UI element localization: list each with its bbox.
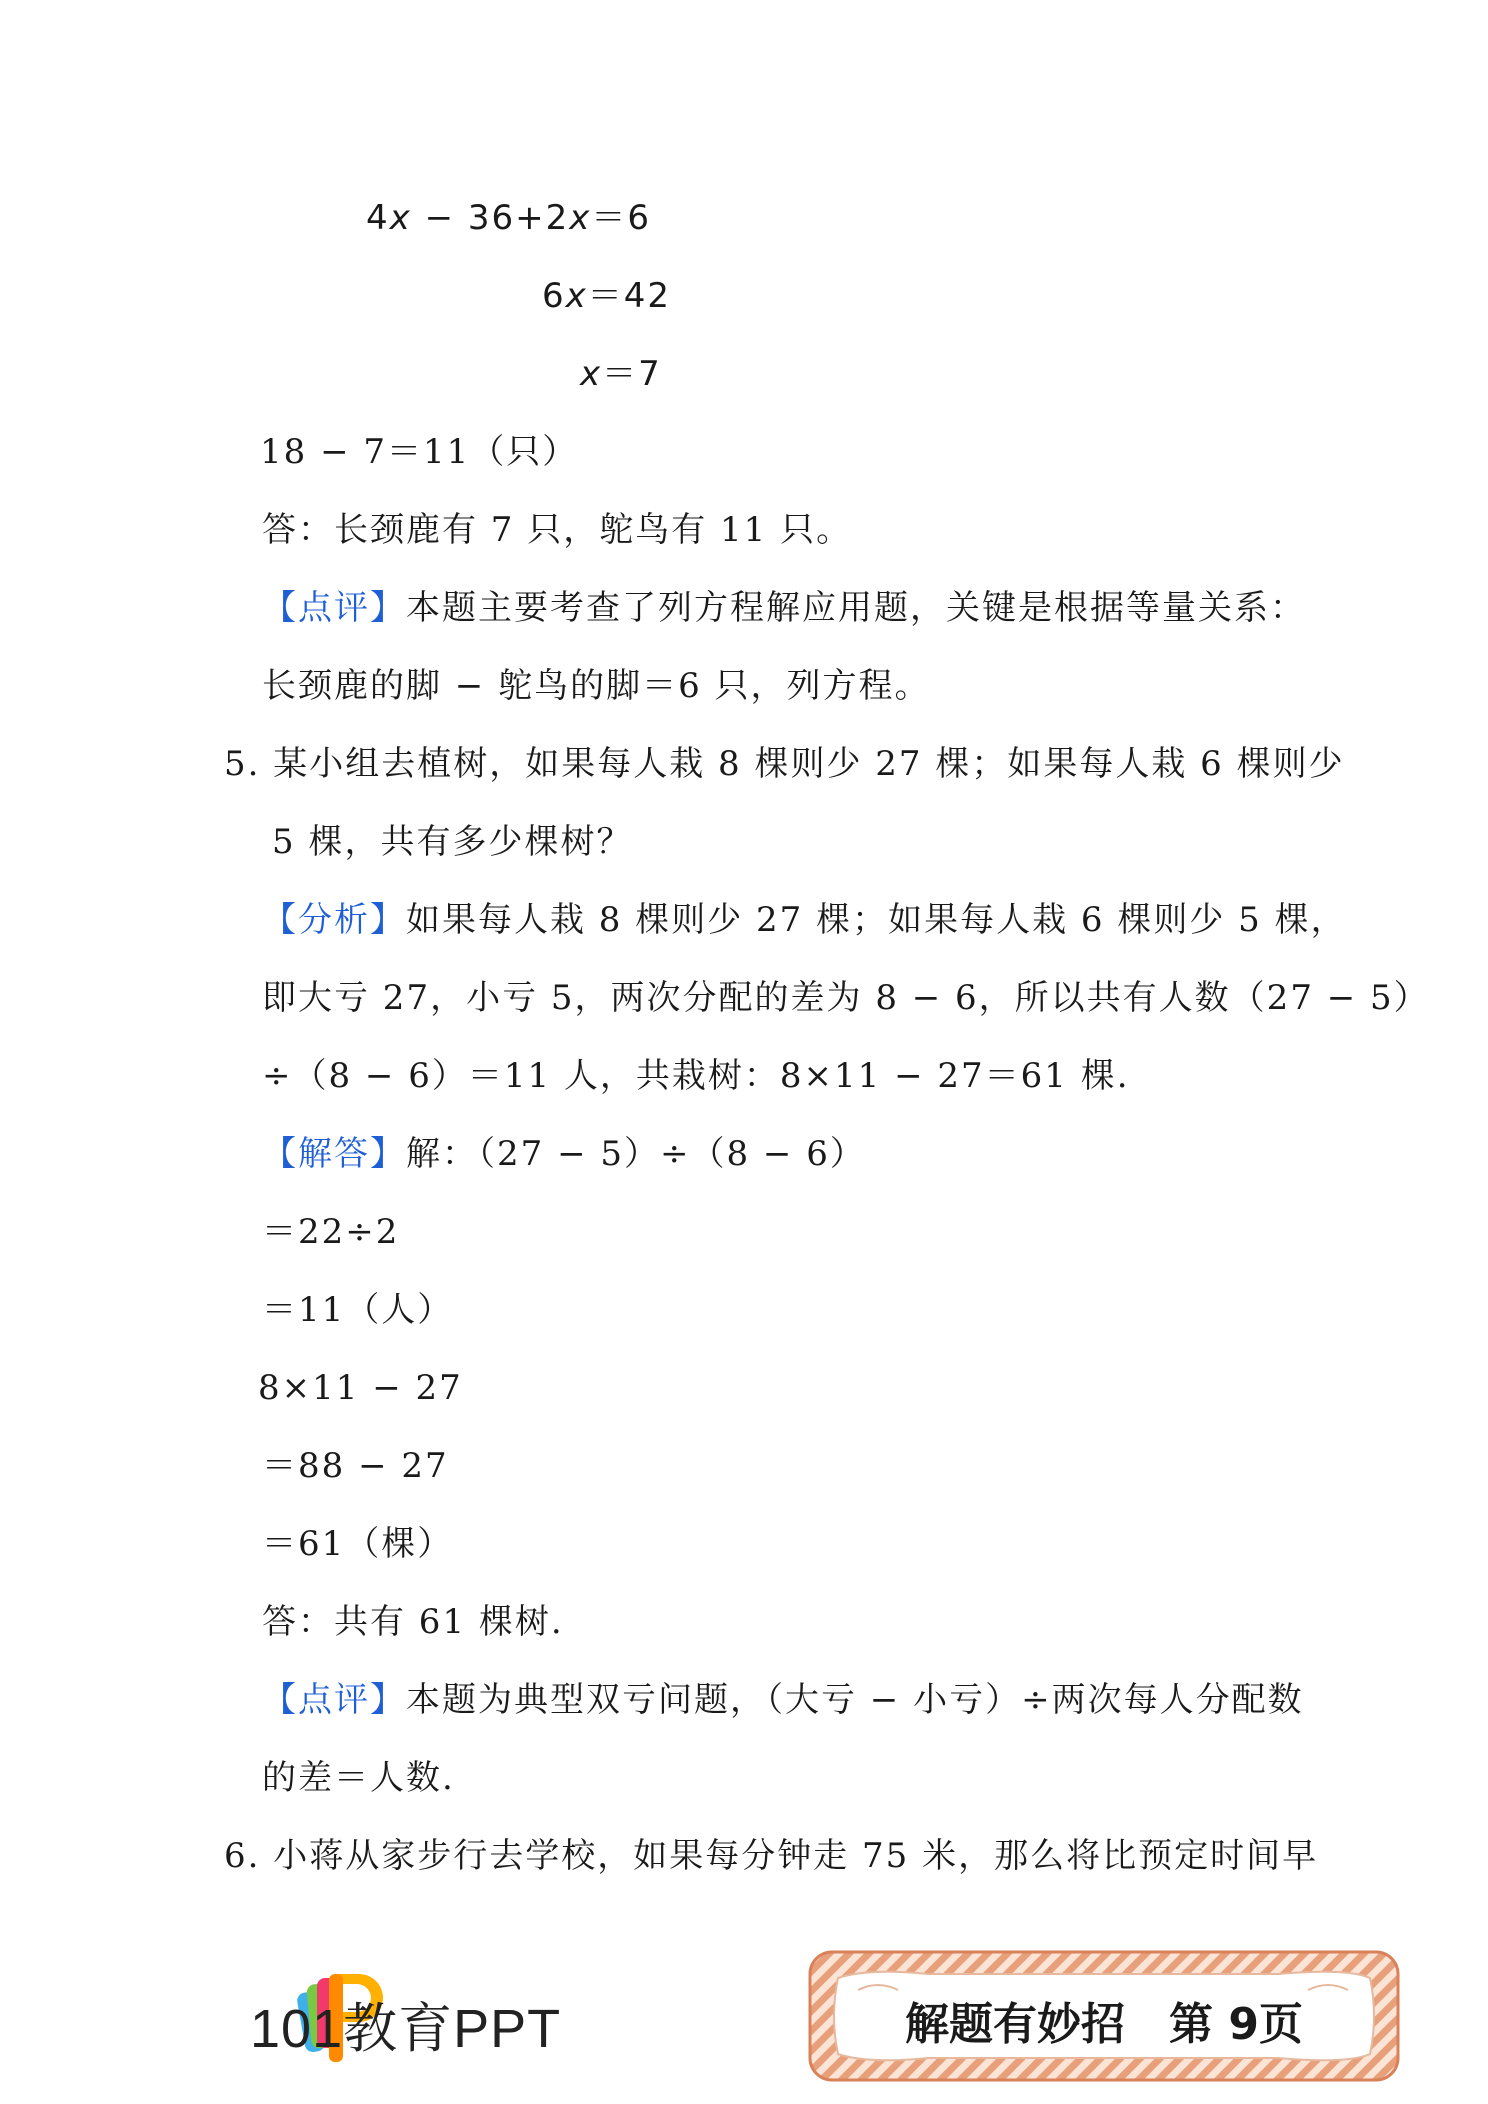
comment-q4-cont: 长颈鹿的脚 − 鸵鸟的脚＝6 只，列方程。 <box>262 666 931 706</box>
comment-q4: 【点评】本题主要考查了列方程解应用题，关键是根据等量关系： <box>262 588 1306 628</box>
logo-text: 101教育PPT <box>250 1999 562 2059</box>
question-6: 6. 小蒋从家步行去学校，如果每分钟走 75 米，那么将比预定时间早 <box>224 1836 1319 1876</box>
analysis-tag: 【分析】 <box>262 900 406 940</box>
page-badge: 解题有妙招 第 9页 <box>905 1999 1303 2050</box>
answer-line-q4: 答：长颈鹿有 7 只，鸵鸟有 11 只。 <box>262 510 853 550</box>
equation-line-3: x＝7 <box>580 354 662 394</box>
solution-step-1: ＝22÷2 <box>262 1212 400 1252</box>
analysis-q5-cont-1: 即大亏 27，小亏 5，两次分配的差为 8 − 6，所以共有人数（27 − 5） <box>262 978 1430 1018</box>
equation-line-2: 6x＝42 <box>542 276 672 316</box>
comment-q5: 【点评】本题为典型双亏问题，（大亏 − 小亏）÷两次每人分配数 <box>262 1680 1304 1720</box>
comment-tag: 【点评】 <box>262 1680 406 1720</box>
solution-tag: 【解答】 <box>262 1134 406 1174</box>
answer-line-q5: 答：共有 61 棵树. <box>262 1602 564 1642</box>
analysis-q5: 【分析】如果每人栽 8 棵则少 27 棵；如果每人栽 6 棵则少 5 棵， <box>262 900 1347 940</box>
question-5-cont: 5 棵，共有多少棵树？ <box>272 822 633 862</box>
solution-q5: 【解答】解：（27 − 5）÷（8 − 6） <box>262 1134 866 1174</box>
question-5: 5. 某小组去植树，如果每人栽 8 棵则少 27 棵；如果每人栽 6 棵则少 <box>224 744 1345 784</box>
solution-step-2: ＝11（人） <box>262 1290 454 1330</box>
calc-line: 18 − 7＝11（只） <box>260 432 579 472</box>
analysis-q5-cont-2: ÷（8 − 6）＝11 人，共栽树：8×11 − 27＝61 棵. <box>262 1056 1130 1096</box>
comment-tag: 【点评】 <box>262 588 406 628</box>
comment-q5-cont: 的差＝人数. <box>262 1758 455 1798</box>
solution-step-4: ＝88 − 27 <box>262 1446 449 1486</box>
solution-step-5: ＝61（棵） <box>262 1524 454 1564</box>
solution-step-3: 8×11 − 27 <box>258 1368 463 1408</box>
equation-line-1: 4x − 36+2x＝6 <box>366 198 652 238</box>
